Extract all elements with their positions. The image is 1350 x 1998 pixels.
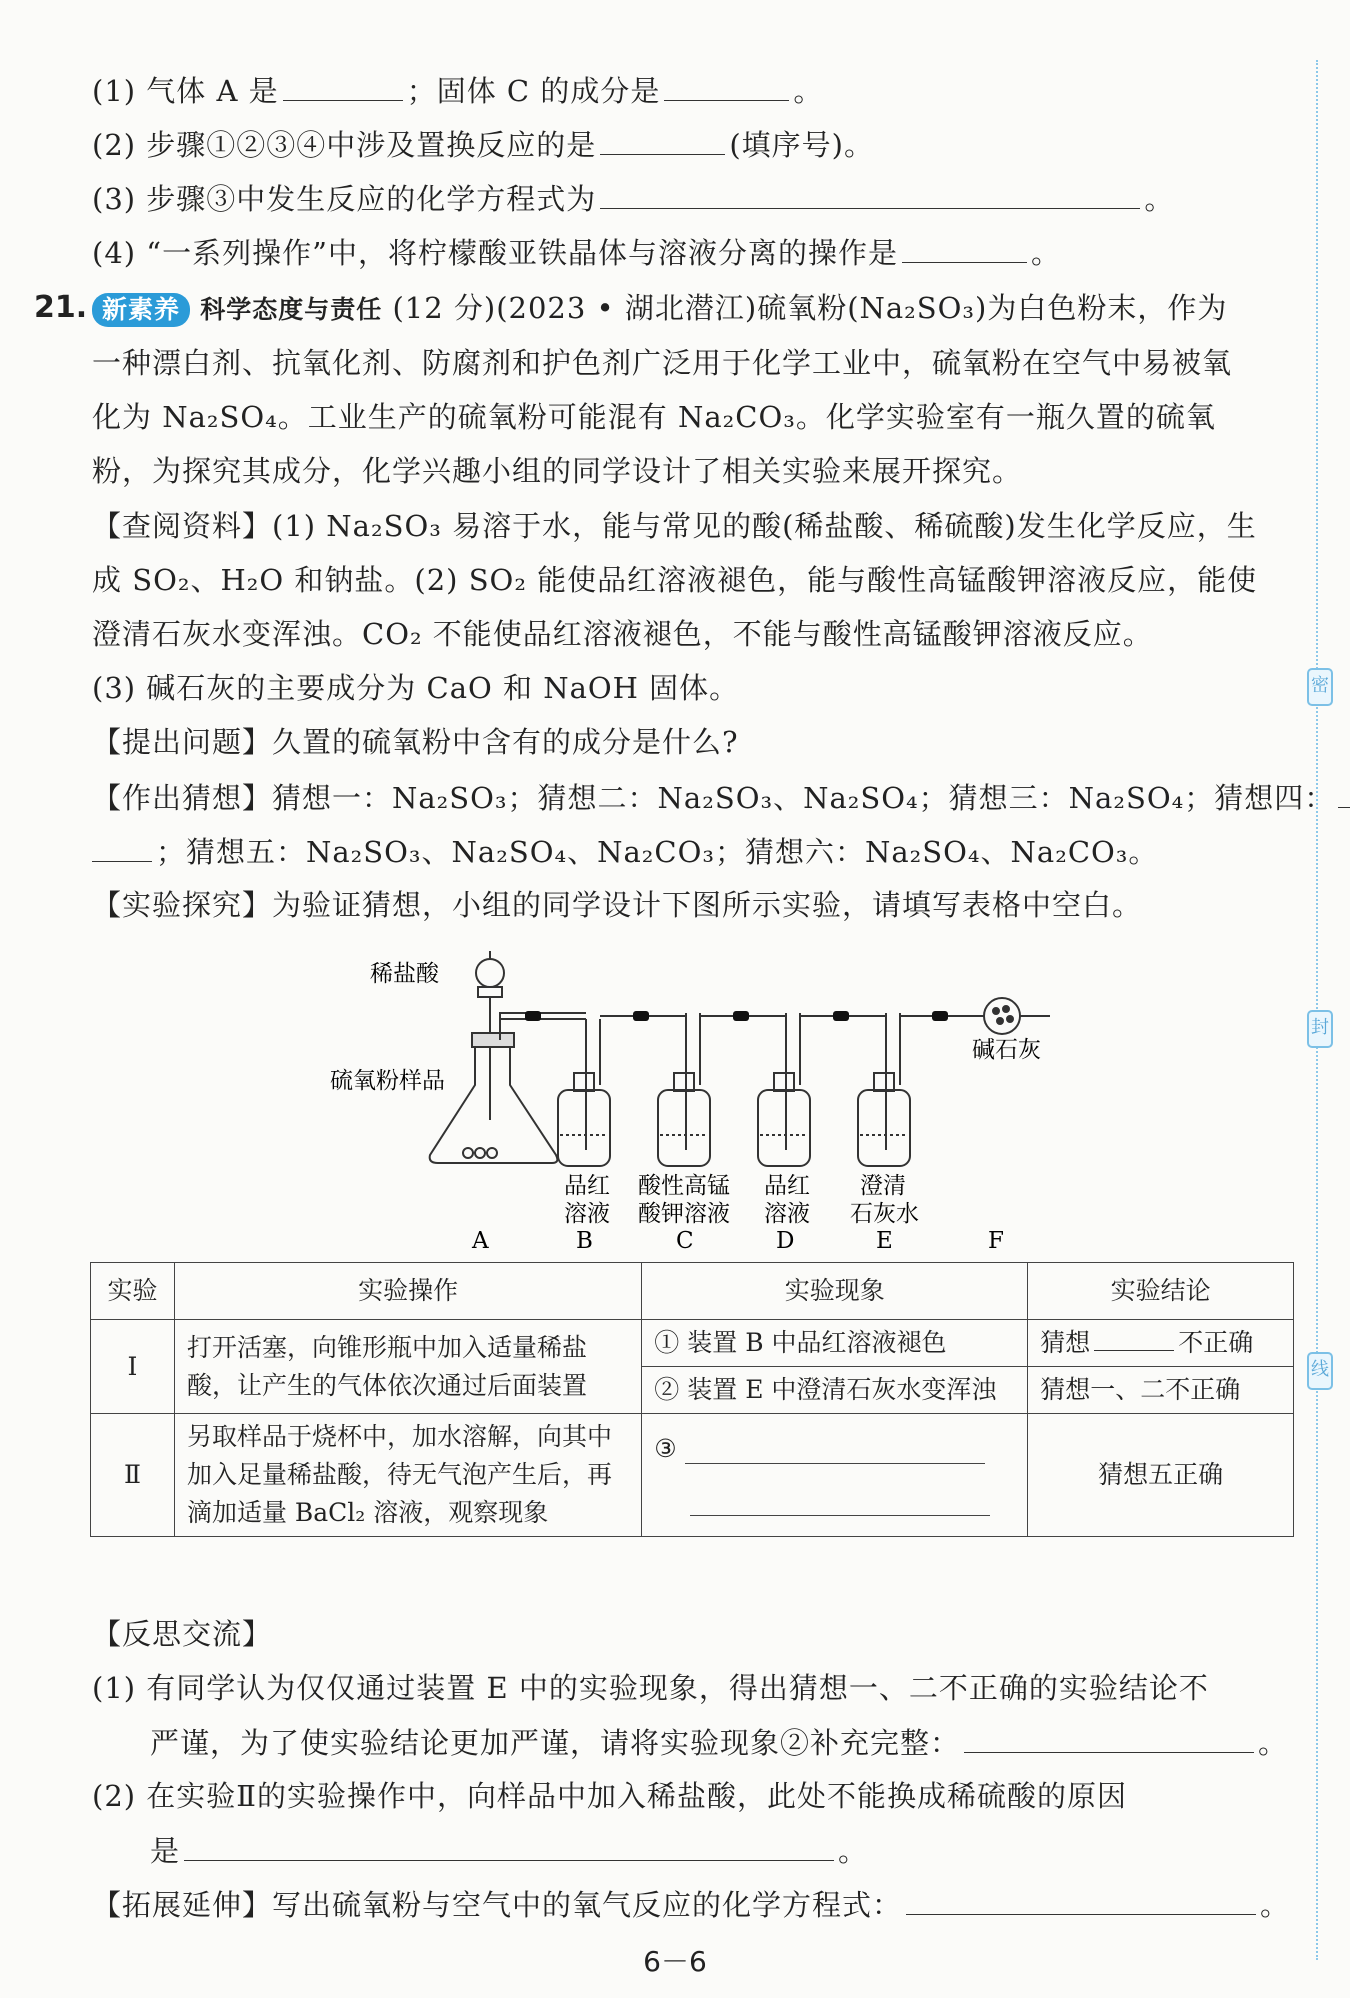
answer-blank[interactable] — [1094, 1328, 1174, 1351]
q21-intro-line2: 一种漂白剂、抗氧化剂、防腐剂和护色剂广泛用于化学工业中，硫氧粉在空气中易被氧 — [92, 346, 1233, 380]
row1-id: Ⅰ — [91, 1320, 175, 1414]
bottle-b-label: 品红 — [564, 1173, 610, 1199]
side-tab-feng: 封 — [1307, 1010, 1333, 1048]
reflect-1-line2: 严谨，为了使实验结论更加严谨，请将实验现象②补充完整： 。 — [150, 1722, 1288, 1763]
q21-intro-line4: 粉，为探究其成分，化学兴趣小组的同学设计了相关实验来展开探究。 — [92, 454, 1023, 488]
drying-tube — [970, 998, 1050, 1034]
answer-blank[interactable] — [600, 124, 725, 155]
bottle-e-label: 澄清 — [860, 1173, 906, 1199]
q21-intro-line1: 新素养 科学态度与责任 (12 分)(2023 • 湖北潜江)硫氧粉(Na₂SO₃)为白色粉末，作为 — [92, 288, 1227, 330]
q20-part4: (4) “一系列操作”中，将柠檬酸亚铁晶体与溶液分离的操作是 。 — [92, 232, 1061, 273]
q20-part3: (3) 步骤③中发生反应的化学方程式为 。 — [92, 178, 1174, 219]
row2-operation: 另取样品于烧杯中，加水溶解，向其中 加入足量稀盐酸，待无气泡产生后，再 滴加适量 BaCl₂ 溶液，观察现象 — [174, 1414, 641, 1537]
letter-f: F — [988, 1228, 1004, 1254]
answer-blank[interactable] — [184, 1830, 834, 1861]
header-experiment: 实验 — [91, 1263, 175, 1320]
svg-text:溶液: 溶液 — [564, 1201, 610, 1227]
letter-a: A — [472, 1228, 489, 1254]
svg-text:酸钾溶液: 酸钾溶液 — [638, 1201, 730, 1227]
bottle-d-label: 品红 — [764, 1173, 810, 1199]
new-literacy-badge: 新素养 — [92, 293, 190, 327]
answer-blank[interactable] — [92, 831, 152, 862]
reflect-title: 【反思交流】 — [92, 1617, 273, 1651]
answer-blank[interactable] — [685, 1437, 985, 1464]
row1-conclusion-1: 猜想 不正确 — [1028, 1320, 1294, 1367]
q21-intro-line3: 化为 Na₂SO₄。工业生产的硫氧粉可能混有 Na₂CO₃。化学实验室有一瓶久置的硫氧 — [92, 400, 1216, 434]
reference-line3: 澄清石灰水变浑浊。CO₂ 不能使品红溶液褪色，不能与酸性高锰酸钾溶液反应。 — [92, 617, 1153, 651]
reflect-1-line1: (1) 有同学认为仅仅通过装置 E 中的实验现象，得出猜想一、二不正确的实验结论不 — [92, 1671, 1209, 1705]
row2-id: Ⅱ — [91, 1414, 175, 1537]
header-conclusion: 实验结论 — [1028, 1263, 1294, 1320]
extension-line: 【拓展延伸】写出硫氧粉与空气中的氧气反应的化学方程式： 。 — [92, 1884, 1290, 1925]
row1-operation: 打开活塞，向锥形瓶中加入适量稀盐 酸，让产生的气体依次通过后面装置 — [174, 1320, 641, 1414]
answer-blank[interactable] — [600, 178, 1140, 209]
letter-d: D — [776, 1228, 795, 1254]
explore-line: 【实验探究】为验证猜想，小组的同学设计下图所示实验，请填写表格中空白。 — [92, 888, 1143, 922]
q20-part2: (2) 步骤①②③④中涉及置换反应的是 (填序号)。 — [92, 124, 874, 165]
guess-line1: 【作出猜想】猜想一：Na₂SO₃；猜想二：Na₂SO₃、Na₂SO₄；猜想三：Na₂SO₄；猜想四： — [92, 777, 1350, 818]
literacy-tag: 科学态度与责任 — [200, 295, 383, 324]
answer-blank[interactable] — [902, 232, 1027, 263]
answer-blank[interactable] — [964, 1722, 1254, 1753]
reference-line1: 【查阅资料】(1) Na₂SO₃ 易溶于水，能与常见的酸(稀盐酸、稀硫酸)发生化学反应，生 — [92, 509, 1257, 543]
bottle-d — [758, 1013, 810, 1166]
side-tab-mi: 密 — [1307, 668, 1333, 706]
conical-flask — [430, 1045, 558, 1163]
letter-e: E — [876, 1228, 893, 1254]
reflect-2-line2: 是 。 — [150, 1830, 868, 1871]
answer-blank[interactable] — [283, 70, 403, 101]
svg-text:溶液: 溶液 — [764, 1201, 810, 1227]
guess-line2: ；猜想五：Na₂SO₃、Na₂SO₄、Na₂CO₃；猜想六：Na₂SO₄、Na₂CO₃。 — [92, 831, 1158, 872]
reference-line2: 成 SO₂、H₂O 和钠盐。(2) SO₂ 能使品红溶液褪色，能与酸性高锰酸钾溶液反应，能使 — [92, 563, 1258, 597]
bottle-e — [858, 1013, 910, 1166]
soda-lime-label: 碱石灰 — [972, 1037, 1041, 1063]
answer-blank[interactable] — [664, 70, 789, 101]
bottle-b — [558, 1019, 610, 1166]
answer-blank[interactable] — [690, 1489, 990, 1516]
experiment-table — [90, 1262, 1294, 1537]
page-number: 6－6 — [643, 1945, 707, 1978]
side-tab-xian: 线 — [1307, 1352, 1333, 1390]
apparatus-diagram — [320, 945, 1080, 1255]
bottle-c-label: 酸性高锰 — [638, 1173, 730, 1199]
bottle-c — [658, 1013, 710, 1166]
row2-conclusion: 猜想五正确 — [1028, 1414, 1294, 1537]
question-line: 【提出问题】久置的硫氧粉中含有的成分是什么? — [92, 725, 739, 759]
row1-conclusion-2: 猜想一、二不正确 — [1028, 1367, 1294, 1414]
question-number: 21. — [34, 290, 88, 325]
row1-phenomenon-1: ① 装置 B 中品红溶液褪色 — [642, 1320, 1028, 1367]
svg-text:石灰水: 石灰水 — [850, 1201, 919, 1227]
header-phenomenon: 实验现象 — [642, 1263, 1028, 1320]
letter-c: C — [676, 1228, 694, 1254]
acid-label: 稀盐酸 — [370, 961, 439, 987]
answer-blank[interactable] — [1338, 777, 1350, 808]
sample-label: 硫氧粉样品 — [330, 1068, 445, 1094]
stopcock — [478, 987, 502, 997]
row1-phenomenon-2: ② 装置 E 中澄清石灰水变浑浊 — [642, 1367, 1028, 1414]
reflect-2-line1: (2) 在实验Ⅱ的实验操作中，向样品中加入稀盐酸，此处不能换成稀硫酸的原因 — [92, 1779, 1128, 1813]
header-operation: 实验操作 — [174, 1263, 641, 1320]
separatory-funnel-bulb — [476, 959, 504, 987]
q20-part1: (1) 气体 A 是 ；固体 C 的成分是 。 — [92, 70, 823, 111]
row2-phenomenon: ③ — [642, 1414, 1028, 1537]
letter-b: B — [576, 1228, 593, 1254]
reference-line4: (3) 碱石灰的主要成分为 CaO 和 NaOH 固体。 — [92, 671, 740, 705]
answer-blank[interactable] — [906, 1884, 1256, 1915]
